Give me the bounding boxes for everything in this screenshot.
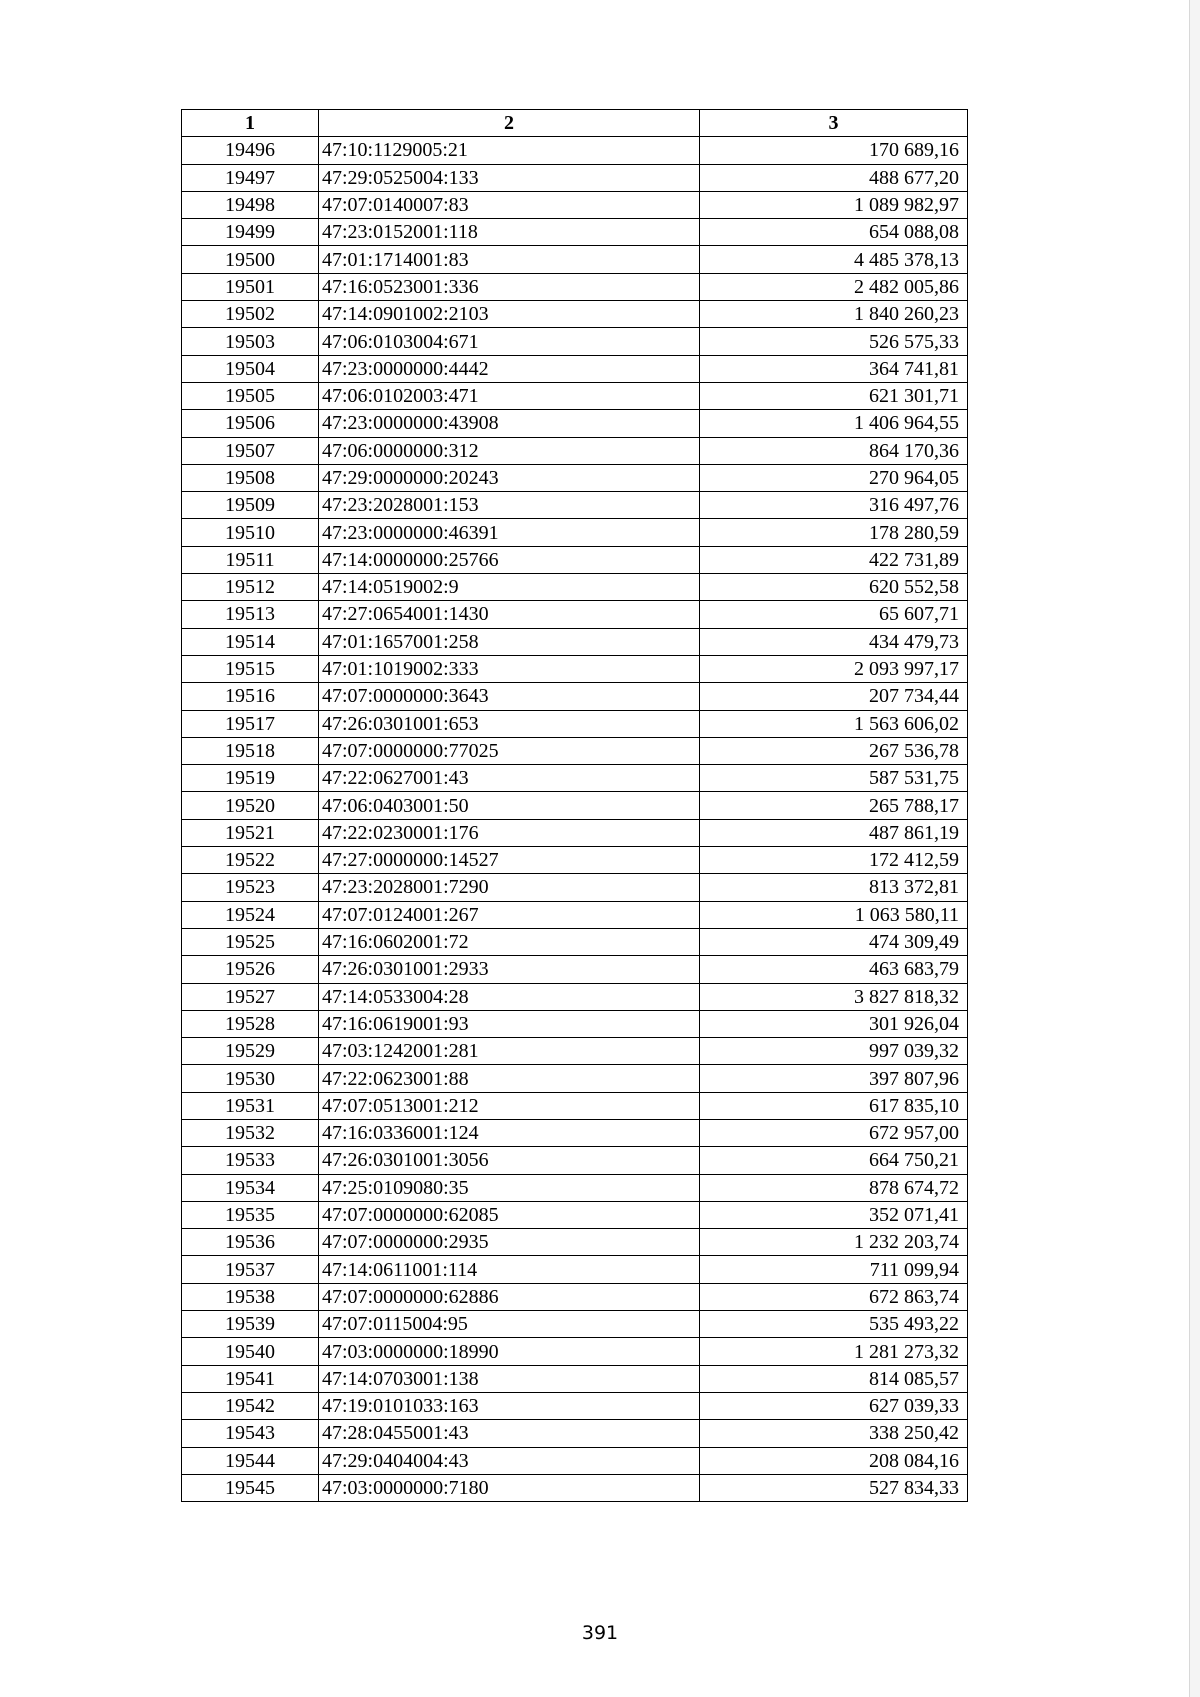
row-number-cell: 19530 — [182, 1065, 319, 1092]
cadastral-value-cell: 4 485 378,13 — [700, 246, 968, 273]
table-row — [182, 655, 968, 682]
cadastral-number-cell: 47:06:0102003:471 — [319, 382, 700, 409]
table-row — [182, 382, 968, 409]
row-number-cell: 19525 — [182, 928, 319, 955]
cadastral-value-cell: 474 309,49 — [700, 928, 968, 955]
cadastral-value-cell: 627 039,33 — [700, 1392, 968, 1419]
row-number-cell: 19511 — [182, 546, 319, 573]
row-number-cell: 19518 — [182, 737, 319, 764]
row-number-cell: 19532 — [182, 1119, 319, 1146]
table-row — [182, 1065, 968, 1092]
row-number-cell: 19516 — [182, 683, 319, 710]
row-number-cell: 19537 — [182, 1256, 319, 1283]
table-row — [182, 1010, 968, 1037]
row-number-cell: 19501 — [182, 273, 319, 300]
row-number-cell: 19538 — [182, 1283, 319, 1310]
cadastral-number-cell: 47:10:1129005:21 — [319, 137, 700, 164]
row-number-cell: 19502 — [182, 301, 319, 328]
cadastral-value-cell: 526 575,33 — [700, 328, 968, 355]
column-header-3: 3 — [700, 110, 968, 137]
row-number-cell: 19512 — [182, 574, 319, 601]
table-row — [182, 737, 968, 764]
cadastral-value-cell: 672 957,00 — [700, 1119, 968, 1146]
table-row — [182, 1311, 968, 1338]
cadastral-number-cell: 47:22:0627001:43 — [319, 765, 700, 792]
row-number-cell: 19524 — [182, 901, 319, 928]
cadastral-value-cell: 997 039,32 — [700, 1038, 968, 1065]
page-number: 391 — [581, 1622, 619, 1644]
header-row — [182, 110, 968, 137]
row-number-cell: 19497 — [182, 164, 319, 191]
cadastral-number-cell: 47:03:0000000:18990 — [319, 1338, 700, 1365]
table-row — [182, 1283, 968, 1310]
cadastral-value-cell: 422 731,89 — [700, 546, 968, 573]
row-number-cell: 19529 — [182, 1038, 319, 1065]
table-row — [182, 328, 968, 355]
cadastral-value-cell: 527 834,33 — [700, 1474, 968, 1501]
cadastral-value-cell: 672 863,74 — [700, 1283, 968, 1310]
cadastral-number-cell: 47:23:0152001:118 — [319, 219, 700, 246]
cadastral-value-cell: 487 861,19 — [700, 819, 968, 846]
table-row — [182, 928, 968, 955]
cadastral-number-cell: 47:25:0109080:35 — [319, 1174, 700, 1201]
cadastral-value-cell: 1 063 580,11 — [700, 901, 968, 928]
cadastral-number-cell: 47:26:0301001:3056 — [319, 1147, 700, 1174]
cadastral-value-cell: 170 689,16 — [700, 137, 968, 164]
cadastral-number-cell: 47:27:0000000:14527 — [319, 847, 700, 874]
row-number-cell: 19504 — [182, 355, 319, 382]
table-body — [182, 137, 968, 1502]
cadastral-value-cell: 265 788,17 — [700, 792, 968, 819]
table-row — [182, 1420, 968, 1447]
table-row — [182, 1147, 968, 1174]
row-number-cell: 19535 — [182, 1201, 319, 1228]
cadastral-value-cell: 621 301,71 — [700, 382, 968, 409]
cadastral-number-cell: 47:28:0455001:43 — [319, 1420, 700, 1447]
table-row — [182, 1365, 968, 1392]
cadastral-number-cell: 47:07:0000000:2935 — [319, 1229, 700, 1256]
table-row — [182, 546, 968, 573]
row-number-cell: 19520 — [182, 792, 319, 819]
cadastral-number-cell: 47:14:0901002:2103 — [319, 301, 700, 328]
row-number-cell: 19496 — [182, 137, 319, 164]
table-row — [182, 191, 968, 218]
cadastral-value-cell: 1 281 273,32 — [700, 1338, 968, 1365]
cadastral-number-cell: 47:07:0000000:77025 — [319, 737, 700, 764]
cadastral-number-cell: 47:26:0301001:653 — [319, 710, 700, 737]
cadastral-value-cell: 267 536,78 — [700, 737, 968, 764]
cadastral-number-cell: 47:23:2028001:153 — [319, 492, 700, 519]
cadastral-number-cell: 47:16:0336001:124 — [319, 1119, 700, 1146]
table-row — [182, 1174, 968, 1201]
row-number-cell: 19536 — [182, 1229, 319, 1256]
cadastral-number-cell: 47:16:0523001:336 — [319, 273, 700, 300]
row-number-cell: 19499 — [182, 219, 319, 246]
row-number-cell: 19540 — [182, 1338, 319, 1365]
cadastral-value-cell: 2 482 005,86 — [700, 273, 968, 300]
cadastral-value-cell: 2 093 997,17 — [700, 655, 968, 682]
cadastral-value-cell: 813 372,81 — [700, 874, 968, 901]
table-row — [182, 1392, 968, 1419]
table-row — [182, 765, 968, 792]
cadastral-value-cell: 207 734,44 — [700, 683, 968, 710]
row-number-cell: 19513 — [182, 601, 319, 628]
cadastral-value-cell: 1 232 203,74 — [700, 1229, 968, 1256]
table-row — [182, 1201, 968, 1228]
cadastral-number-cell: 47:06:0103004:671 — [319, 328, 700, 355]
cadastral-number-cell: 47:16:0619001:93 — [319, 1010, 700, 1037]
cadastral-value-cell: 1 089 982,97 — [700, 191, 968, 218]
column-header-2: 2 — [319, 110, 700, 137]
table-row — [182, 710, 968, 737]
cadastral-number-cell: 47:27:0654001:1430 — [319, 601, 700, 628]
row-number-cell: 19526 — [182, 956, 319, 983]
row-number-cell: 19500 — [182, 246, 319, 273]
table-row — [182, 1038, 968, 1065]
cadastral-number-cell: 47:07:0000000:62886 — [319, 1283, 700, 1310]
table-row — [182, 492, 968, 519]
table-row — [182, 246, 968, 273]
cadastral-value-cell: 488 677,20 — [700, 164, 968, 191]
table-row — [182, 410, 968, 437]
table-row — [182, 983, 968, 1010]
cadastral-value-cell: 352 071,41 — [700, 1201, 968, 1228]
cadastral-number-cell: 47:14:0703001:138 — [319, 1365, 700, 1392]
row-number-cell: 19522 — [182, 847, 319, 874]
cadastral-value-cell: 178 280,59 — [700, 519, 968, 546]
row-number-cell: 19533 — [182, 1147, 319, 1174]
table-row — [182, 956, 968, 983]
table-row — [182, 137, 968, 164]
row-number-cell: 19517 — [182, 710, 319, 737]
cadastral-value-cell: 434 479,73 — [700, 628, 968, 655]
cadastral-value-cell: 711 099,94 — [700, 1256, 968, 1283]
row-number-cell: 19508 — [182, 464, 319, 491]
cadastral-number-cell: 47:07:0115004:95 — [319, 1311, 700, 1338]
cadastral-number-cell: 47:14:0000000:25766 — [319, 546, 700, 573]
table-row — [182, 1447, 968, 1474]
cadastral-number-cell: 47:07:0000000:3643 — [319, 683, 700, 710]
cadastral-number-cell: 47:29:0404004:43 — [319, 1447, 700, 1474]
table-row — [182, 219, 968, 246]
cadastral-number-cell: 47:03:0000000:7180 — [319, 1474, 700, 1501]
table-row — [182, 847, 968, 874]
cadastral-number-cell: 47:19:0101033:163 — [319, 1392, 700, 1419]
table-row — [182, 519, 968, 546]
cadastral-value-cell: 316 497,76 — [700, 492, 968, 519]
row-number-cell: 19523 — [182, 874, 319, 901]
table-row — [182, 901, 968, 928]
cadastral-value-cell: 878 674,72 — [700, 1174, 968, 1201]
row-number-cell: 19528 — [182, 1010, 319, 1037]
row-number-cell: 19519 — [182, 765, 319, 792]
row-number-cell: 19506 — [182, 410, 319, 437]
cadastral-value-cell: 1 563 606,02 — [700, 710, 968, 737]
table-row — [182, 628, 968, 655]
cadastral-number-cell: 47:07:0124001:267 — [319, 901, 700, 928]
row-number-cell: 19505 — [182, 382, 319, 409]
row-number-cell: 19509 — [182, 492, 319, 519]
table-header — [182, 110, 968, 137]
cadastral-value-cell: 397 807,96 — [700, 1065, 968, 1092]
table-row — [182, 683, 968, 710]
cadastral-number-cell: 47:22:0623001:88 — [319, 1065, 700, 1092]
table-row — [182, 1119, 968, 1146]
cadastral-number-cell: 47:01:1657001:258 — [319, 628, 700, 655]
cadastral-value-cell: 664 750,21 — [700, 1147, 968, 1174]
cadastral-number-cell: 47:14:0519002:9 — [319, 574, 700, 601]
row-number-cell: 19544 — [182, 1447, 319, 1474]
cadastral-number-cell: 47:23:0000000:43908 — [319, 410, 700, 437]
cadastral-value-cell: 1 406 964,55 — [700, 410, 968, 437]
cadastral-value-cell: 617 835,10 — [700, 1092, 968, 1119]
table-row — [182, 1229, 968, 1256]
row-number-cell: 19543 — [182, 1420, 319, 1447]
cadastral-value-cell: 270 964,05 — [700, 464, 968, 491]
row-number-cell: 19527 — [182, 983, 319, 1010]
cadastral-value-cell: 587 531,75 — [700, 765, 968, 792]
table-row — [182, 464, 968, 491]
cadastral-value-cell: 65 607,71 — [700, 601, 968, 628]
table-row — [182, 792, 968, 819]
row-number-cell: 19507 — [182, 437, 319, 464]
cadastral-value-cell: 814 085,57 — [700, 1365, 968, 1392]
cadastral-number-cell: 47:29:0525004:133 — [319, 164, 700, 191]
cadastral-number-cell: 47:23:2028001:7290 — [319, 874, 700, 901]
cadastral-number-cell: 47:01:1714001:83 — [319, 246, 700, 273]
table-row — [182, 574, 968, 601]
cadastral-number-cell: 47:07:0000000:62085 — [319, 1201, 700, 1228]
cadastral-number-cell: 47:06:0403001:50 — [319, 792, 700, 819]
cadastral-number-cell: 47:14:0533004:28 — [319, 983, 700, 1010]
table-row — [182, 601, 968, 628]
cadastral-number-cell: 47:14:0611001:114 — [319, 1256, 700, 1283]
table-row — [182, 819, 968, 846]
row-number-cell: 19539 — [182, 1311, 319, 1338]
row-number-cell: 19503 — [182, 328, 319, 355]
cadastral-value-cell: 463 683,79 — [700, 956, 968, 983]
row-number-cell: 19514 — [182, 628, 319, 655]
row-number-cell: 19534 — [182, 1174, 319, 1201]
cadastral-number-cell: 47:29:0000000:20243 — [319, 464, 700, 491]
cadastral-value-cell: 620 552,58 — [700, 574, 968, 601]
cadastral-number-cell: 47:03:1242001:281 — [319, 1038, 700, 1065]
table-row — [182, 301, 968, 328]
cadastral-number-cell: 47:23:0000000:4442 — [319, 355, 700, 382]
cadastral-number-cell: 47:26:0301001:2933 — [319, 956, 700, 983]
cadastral-number-cell: 47:01:1019002:333 — [319, 655, 700, 682]
row-number-cell: 19498 — [182, 191, 319, 218]
cadastral-value-table — [181, 109, 968, 1502]
cadastral-value-cell: 364 741,81 — [700, 355, 968, 382]
table-row — [182, 164, 968, 191]
row-number-cell: 19545 — [182, 1474, 319, 1501]
row-number-cell: 19515 — [182, 655, 319, 682]
cadastral-value-cell: 208 084,16 — [700, 1447, 968, 1474]
table-row — [182, 273, 968, 300]
table-row — [182, 355, 968, 382]
cadastral-value-cell: 864 170,36 — [700, 437, 968, 464]
table-row — [182, 1474, 968, 1501]
table-row — [182, 437, 968, 464]
column-header-1: 1 — [182, 110, 319, 137]
cadastral-number-cell: 47:07:0513001:212 — [319, 1092, 700, 1119]
table-row — [182, 1092, 968, 1119]
cadastral-number-cell: 47:23:0000000:46391 — [319, 519, 700, 546]
cadastral-number-cell: 47:07:0140007:83 — [319, 191, 700, 218]
row-number-cell: 19541 — [182, 1365, 319, 1392]
row-number-cell: 19510 — [182, 519, 319, 546]
cadastral-number-cell: 47:22:0230001:176 — [319, 819, 700, 846]
cadastral-number-cell: 47:06:0000000:312 — [319, 437, 700, 464]
table-row — [182, 874, 968, 901]
page-edge — [1189, 0, 1200, 1697]
cadastral-value-cell: 301 926,04 — [700, 1010, 968, 1037]
cadastral-value-cell: 172 412,59 — [700, 847, 968, 874]
row-number-cell: 19531 — [182, 1092, 319, 1119]
cadastral-value-cell: 1 840 260,23 — [700, 301, 968, 328]
table-row — [182, 1256, 968, 1283]
row-number-cell: 19542 — [182, 1392, 319, 1419]
cadastral-value-cell: 535 493,22 — [700, 1311, 968, 1338]
cadastral-value-cell: 3 827 818,32 — [700, 983, 968, 1010]
row-number-cell: 19521 — [182, 819, 319, 846]
table-row — [182, 1338, 968, 1365]
cadastral-number-cell: 47:16:0602001:72 — [319, 928, 700, 955]
cadastral-value-cell: 654 088,08 — [700, 219, 968, 246]
cadastral-value-cell: 338 250,42 — [700, 1420, 968, 1447]
